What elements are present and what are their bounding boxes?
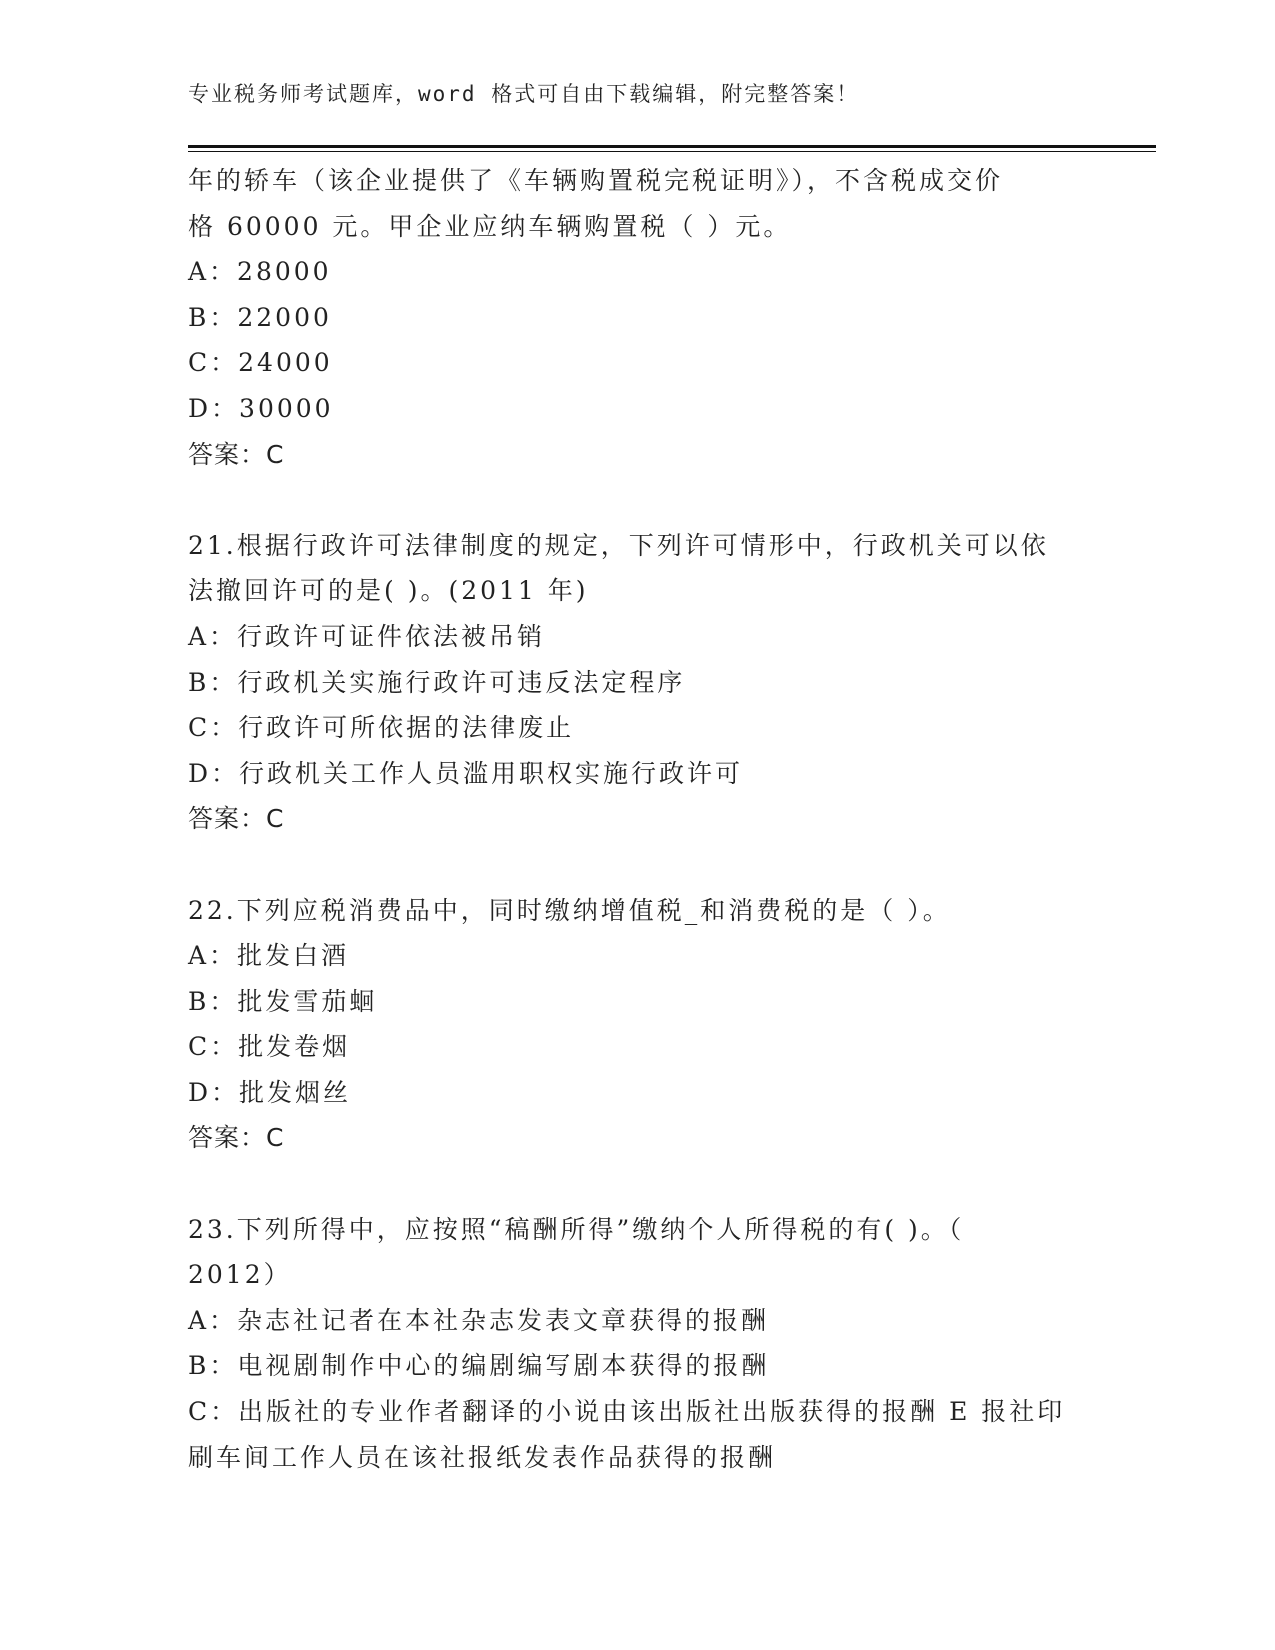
question-22 xyxy=(188,888,1088,1162)
question-21-answer: 答案：C xyxy=(188,804,285,834)
question-21-option-c: C：行政许可所依据的法律废止 xyxy=(188,713,575,743)
question-21-option-a: A：行政许可证件依法被吊销 xyxy=(188,621,546,651)
question-22-option-d: D：批发烟丝 xyxy=(188,1077,352,1107)
question-20-option-c: C：24000 xyxy=(188,348,333,378)
question-20-option-a: A：28000 xyxy=(188,257,332,287)
question-23-option-b: B：电视剧制作中心的编剧编写剧本获得的报酬 xyxy=(188,1351,770,1381)
spacer xyxy=(188,477,1088,523)
header-rule-thick xyxy=(188,145,1156,148)
question-21-text-line-2: 法撤回许可的是( )。(2011 年) xyxy=(188,576,589,606)
question-23-text-line-1: 23.下列所得中，应按照“稿酬所得”缴纳个人所得税的有( )。（ xyxy=(188,1214,965,1244)
question-22-option-c: C：批发卷烟 xyxy=(188,1032,351,1062)
question-20 xyxy=(188,158,1088,477)
question-20-text-line-1: 年的轿车（该企业提供了《车辆购置税完税证明》），不含税成交价 xyxy=(188,166,1004,195)
question-20-option-b: B：22000 xyxy=(188,302,332,332)
question-21 xyxy=(188,523,1088,842)
question-20-text-line-2: 格 60000 元。甲企业应纳车辆购置税（ ）元。 xyxy=(188,211,792,241)
spacer xyxy=(188,1161,1088,1207)
question-23-option-c-continued: 刷车间工作人员在该社报纸发表作品获得的报酬 xyxy=(188,1442,777,1472)
question-22-option-a: A：批发白酒 xyxy=(188,941,350,971)
question-23-text-line-2: 2012） xyxy=(188,1260,292,1290)
question-21-option-b: B：行政机关实施行政许可违反法定程序 xyxy=(188,667,686,697)
question-21-text-line-1: 21.根据行政许可法律制度的规定，下列许可情形中，行政机关可以依 xyxy=(188,530,1049,560)
question-22-answer: 答案：C xyxy=(188,1123,285,1153)
question-20-answer: 答案：C xyxy=(188,439,285,469)
header-rule-thin xyxy=(188,151,1156,152)
spacer xyxy=(188,842,1088,888)
question-22-text-line-1: 22.下列应税消费品中，同时缴纳增值税_和消费税的是（ ）。 xyxy=(188,895,951,925)
question-23-option-c: C：出版社的专业作者翻译的小说由该出版社出版获得的报酬 E 报社印 xyxy=(188,1397,1066,1427)
question-21-option-d: D：行政机关工作人员滥用职权实施行政许可 xyxy=(188,758,744,788)
page-header: 专业税务师考试题库，word 格式可自由下载编辑，附完整答案！ xyxy=(188,82,860,106)
document-body xyxy=(188,158,1088,1480)
question-20-option-d: D：30000 xyxy=(188,393,334,423)
question-23-option-a: A：杂志社记者在本社杂志发表文章获得的报酬 xyxy=(188,1305,770,1335)
question-22-option-b: B：批发雪茄蛔 xyxy=(188,986,378,1016)
question-23 xyxy=(188,1207,1088,1481)
